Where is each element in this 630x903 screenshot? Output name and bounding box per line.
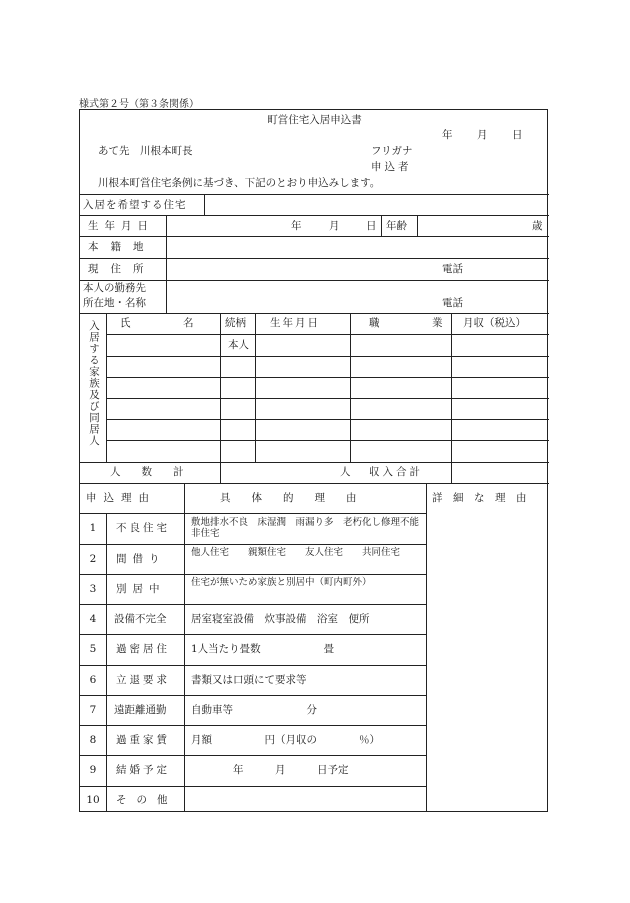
family-header-name: 氏 名 bbox=[120, 317, 194, 329]
reason-detail: 月額 円（月収の ％） bbox=[191, 734, 380, 746]
reason-no: 4 bbox=[89, 613, 97, 625]
reason-no: 5 bbox=[89, 643, 97, 655]
reason-detail: 書類又は口頭にて要求等 bbox=[191, 674, 307, 686]
age-label: 年齢 bbox=[386, 220, 407, 232]
income-total-label: 収入合計 bbox=[369, 466, 423, 478]
furigana-label: フリガナ bbox=[371, 145, 413, 157]
reason-label: 立退要求 bbox=[116, 674, 170, 686]
age-unit: 歳 bbox=[532, 220, 543, 232]
reason-label: その他 bbox=[116, 794, 178, 806]
reason-detail: 他人住宅 親類住宅 友人住宅 共同住宅 bbox=[191, 547, 401, 558]
reason-no: 2 bbox=[89, 553, 97, 565]
reasons-header-details: 具 体 的 理 由 bbox=[220, 492, 357, 504]
date-year: 年 bbox=[442, 129, 453, 141]
phone-label-2: 電話 bbox=[442, 297, 463, 309]
reason-label: 過重家賃 bbox=[116, 734, 170, 746]
dob-month: 月 bbox=[329, 220, 340, 232]
reason-detail: 年 月 日予定 bbox=[191, 764, 349, 776]
form-number: 様式第２号（第３条関係） bbox=[79, 99, 199, 110]
reason-no: 1 bbox=[89, 522, 97, 534]
total-people-label: 人 数 計 bbox=[110, 466, 184, 478]
form-title: 町営住宅入居申込書 bbox=[267, 114, 362, 126]
reason-no: 7 bbox=[89, 704, 97, 716]
family-header-income: 月収（税込） bbox=[463, 317, 526, 329]
family-first-relation: 本人 bbox=[228, 339, 249, 351]
registered-domicile-label: 本籍地 bbox=[88, 241, 156, 253]
reason-detail: 1人当たり畳数 畳 bbox=[191, 643, 335, 655]
addressee: あて先 川根本町長 bbox=[98, 145, 193, 157]
application-form bbox=[79, 109, 548, 812]
dob-year: 年 bbox=[291, 220, 302, 232]
reason-label: 過密居住 bbox=[116, 643, 170, 655]
reason-no: 10 bbox=[86, 794, 100, 806]
reasons-header-reason: 申込理由 bbox=[86, 492, 156, 504]
reason-label: 間借り bbox=[116, 553, 166, 565]
reason-detail: 敷地排水不良 床湿潤 雨漏り多 老朽化し修理不能 非住宅 bbox=[191, 517, 439, 539]
current-address-label: 現住所 bbox=[88, 263, 156, 275]
reason-no: 9 bbox=[89, 764, 97, 776]
reason-no: 3 bbox=[89, 583, 97, 595]
reason-detail: 居室寝室設備 炊事設備 浴室 便所 bbox=[191, 613, 370, 625]
family-header-occupation: 職 業 bbox=[369, 317, 443, 329]
people-unit: 人 bbox=[340, 466, 351, 478]
desired-housing-label: 入居を希望する住宅 bbox=[83, 199, 187, 211]
workplace-label-2: 所在地・名称 bbox=[83, 297, 146, 309]
date-month: 月 bbox=[477, 129, 488, 141]
reason-label: 結婚予定 bbox=[116, 764, 170, 776]
reason-label: 別居中 bbox=[116, 583, 166, 595]
family-header-relation: 続柄 bbox=[225, 317, 246, 329]
reason-no: 8 bbox=[89, 734, 97, 746]
date-day: 日 bbox=[512, 129, 523, 141]
reason-detail: 住宅が無いため家族と別居中（町内町外） bbox=[191, 577, 372, 588]
phone-label: 電話 bbox=[442, 263, 463, 275]
statement: 川根本町営住宅条例に基づき、下記のとおり申込みします。 bbox=[98, 177, 381, 189]
reason-label: 設備不完全 bbox=[114, 613, 167, 625]
reason-label: 不良住宅 bbox=[116, 522, 170, 534]
reason-label: 遠距離通勤 bbox=[114, 704, 167, 716]
reasons-header-detailed: 詳 細 な 理 由 bbox=[432, 492, 527, 504]
dob-label: 生年月日 bbox=[88, 220, 154, 232]
dob-day: 日 bbox=[366, 220, 377, 232]
family-vertical-label: 入居する家族及び同居人 bbox=[88, 320, 100, 447]
reason-no: 6 bbox=[89, 674, 97, 686]
family-header-dob: 生年月日 bbox=[270, 317, 320, 329]
workplace-label-1: 本人の勤務先 bbox=[83, 282, 146, 294]
applicant-label: 申込者 bbox=[371, 161, 412, 173]
reason-detail: 自動車等 分 bbox=[191, 704, 317, 716]
